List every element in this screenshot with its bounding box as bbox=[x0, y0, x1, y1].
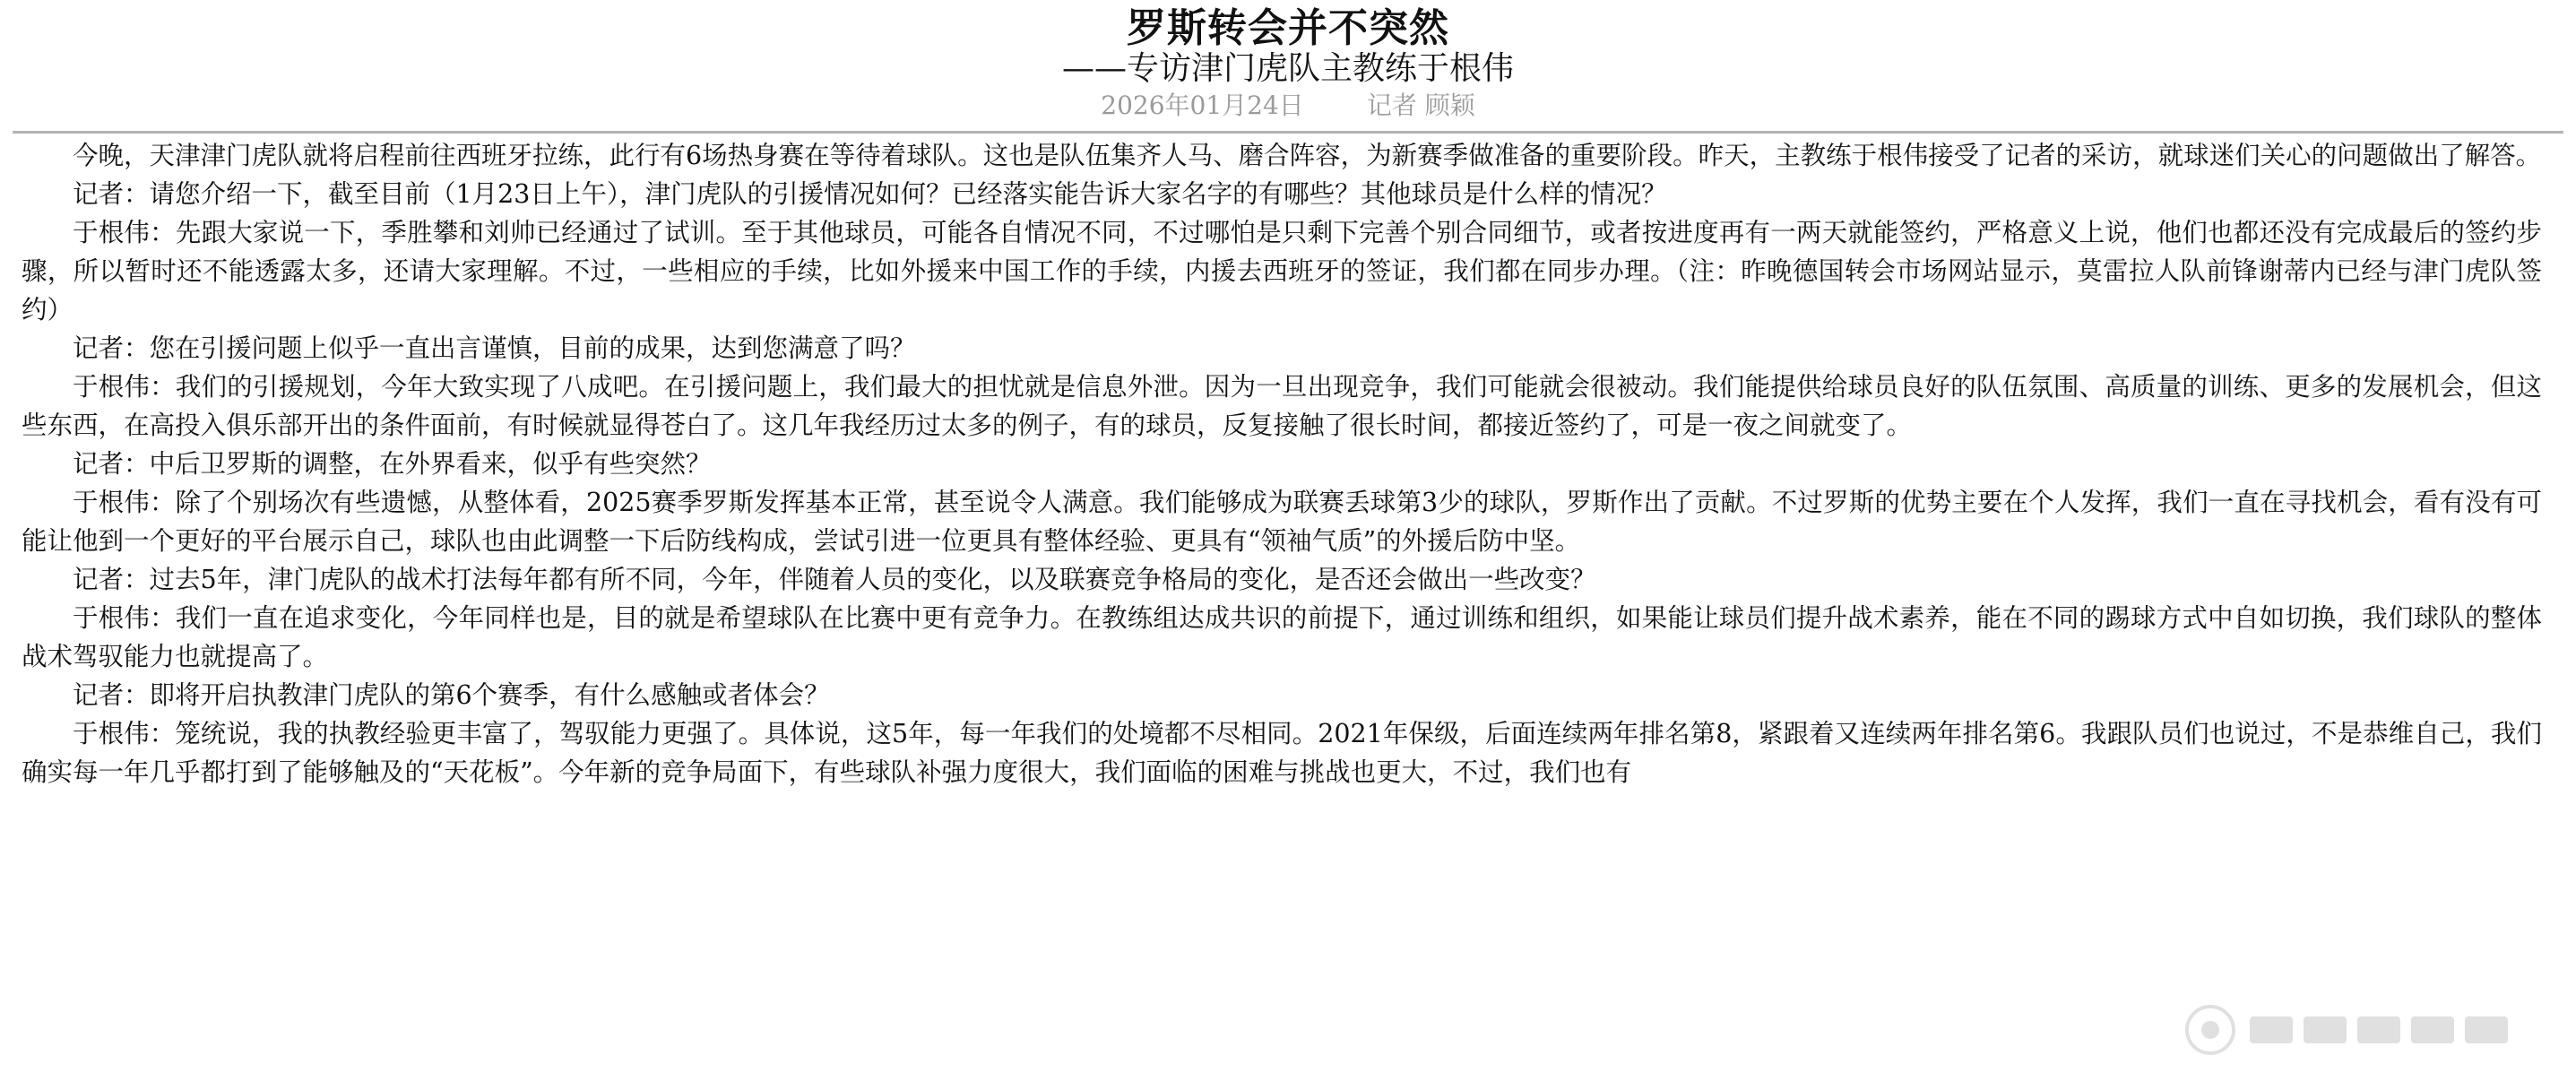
paragraph-answer: 于根伟：我们的引援规划，今年大致实现了八成吧。在引援问题上，我们最大的担忧就是信息外泄。因为一旦出现竞争，我们可能就会很被动。我们能提供给球员良好的队伍氛围、高质量的训练、更多的发展机会，但这些东西，在高投入俱乐部开出的条件面前，有时候就显得苍白了。这几年我经历过太多的例子，有的球员，反复接触了很长时间，都接近签约了，可是一夜之间就变了。 bbox=[22, 372, 2542, 440]
paragraph-question: 记者：您在引援问题上似乎一直出言谨慎，目前的成果，达到您满意了吗？ bbox=[73, 333, 916, 363]
article-byline: 记者 顾颖 bbox=[1366, 91, 1475, 120]
paragraph-answer: 于根伟：除了个别场次有些遗憾，从整体看，2025赛季罗斯发挥基本正常，甚至说令人满意。我们能够成为联赛丢球第3少的球队，罗斯作出了贡献。不过罗斯的优势主要在个人发挥，我们一直在寻找机会，看有没有可能让他到一个更好的平台展示自己，球队也由此调整一下后防线构成，尝试引进一位更具有整体经验、更具有“领袖气质”的外援后防中坚。 bbox=[22, 488, 2542, 556]
paragraph-question: 记者：即将开启执教津门虎队的第6个赛季，有什么感触或者体会？ bbox=[73, 680, 830, 710]
paragraph-answer: 于根伟：先跟大家说一下，季胜攀和刘帅已经通过了试训。至于其他球员，可能各自情况不同，不过哪怕是只剩下完善个别合同细节，或者按进度再有一两天就能签约，严格意义上说，他们也都还没有完成最后的签约步骤，所以暂时还不能透露太多，还请大家理解。不过，一些相应的手续，比如外援来中国工作的手续，内援去西班牙的签证，我们都在同步办理。（注：昨晚德国转会市场网站显示，莫雷拉人队前锋谢蒂内已经与津门虎队签约） bbox=[22, 218, 2542, 324]
article-subtitle: ——专访津门虎队主教练于根伟 bbox=[1061, 50, 1514, 87]
header-divider bbox=[13, 131, 2563, 134]
paragraph-question: 记者：过去5年，津门虎队的战术打法每年都有所不同，今年，伴随着人员的变化，以及联赛竞争格局的变化，是否还会做出一些改变？ bbox=[73, 565, 1596, 594]
paragraph-answer: 于根伟：笼统说，我的执教经验更丰富了，驾驭能力更强了。具体说，这5年，每一年我们的处境都不尽相同。2021年保级，后面连续两年排名第8，紧跟着又连续两年排名第6。我跟队员们也说过，不是恭维自己，我们确实每一年几乎都打到了能够触及的“天花板”。今年新的竞争局面下，有些球队补强力度很大，我们面临的困难与挑战也更大，不过，我们也有 bbox=[22, 719, 2542, 787]
paragraph-question: 记者：中后卫罗斯的调整，在外界看来，似乎有些突然？ bbox=[73, 449, 712, 479]
paragraph-answer: 于根伟：我们一直在追求变化，今年同样也是，目的就是希望球队在比赛中更有竞争力。在教练组达成共识的前提下，通过训练和组织，如果能让球员们提升战术素养，能在不同的踢球方式中自如切换，我们球队的整体战术驾驭能力也就提高了。 bbox=[22, 603, 2542, 671]
watermark-logo-icon bbox=[2178, 991, 2554, 1068]
paragraph-intro: 今晚，天津津门虎队就将启程前往西班牙拉练，此行有6场热身赛在等待着球队。这也是队伍集齐人马、磨合阵容，为新赛季做准备的重要阶段。昨天，主教练于根伟接受了记者的采访，就球迷们关心的问题做出了解答。 bbox=[73, 141, 2542, 170]
paragraph-question: 记者：请您介绍一下，截至目前（1月23日上午），津门虎队的引援情况如何？已经落实能告诉大家名字的有哪些？其他球员是什么样的情况？ bbox=[73, 179, 1667, 209]
article-meta bbox=[0, 88, 2576, 124]
article-date: 2026年01月24日 bbox=[1101, 91, 1304, 120]
article-body bbox=[22, 136, 2542, 791]
article-title: 罗斯转会并不突然 bbox=[1127, 5, 1449, 51]
